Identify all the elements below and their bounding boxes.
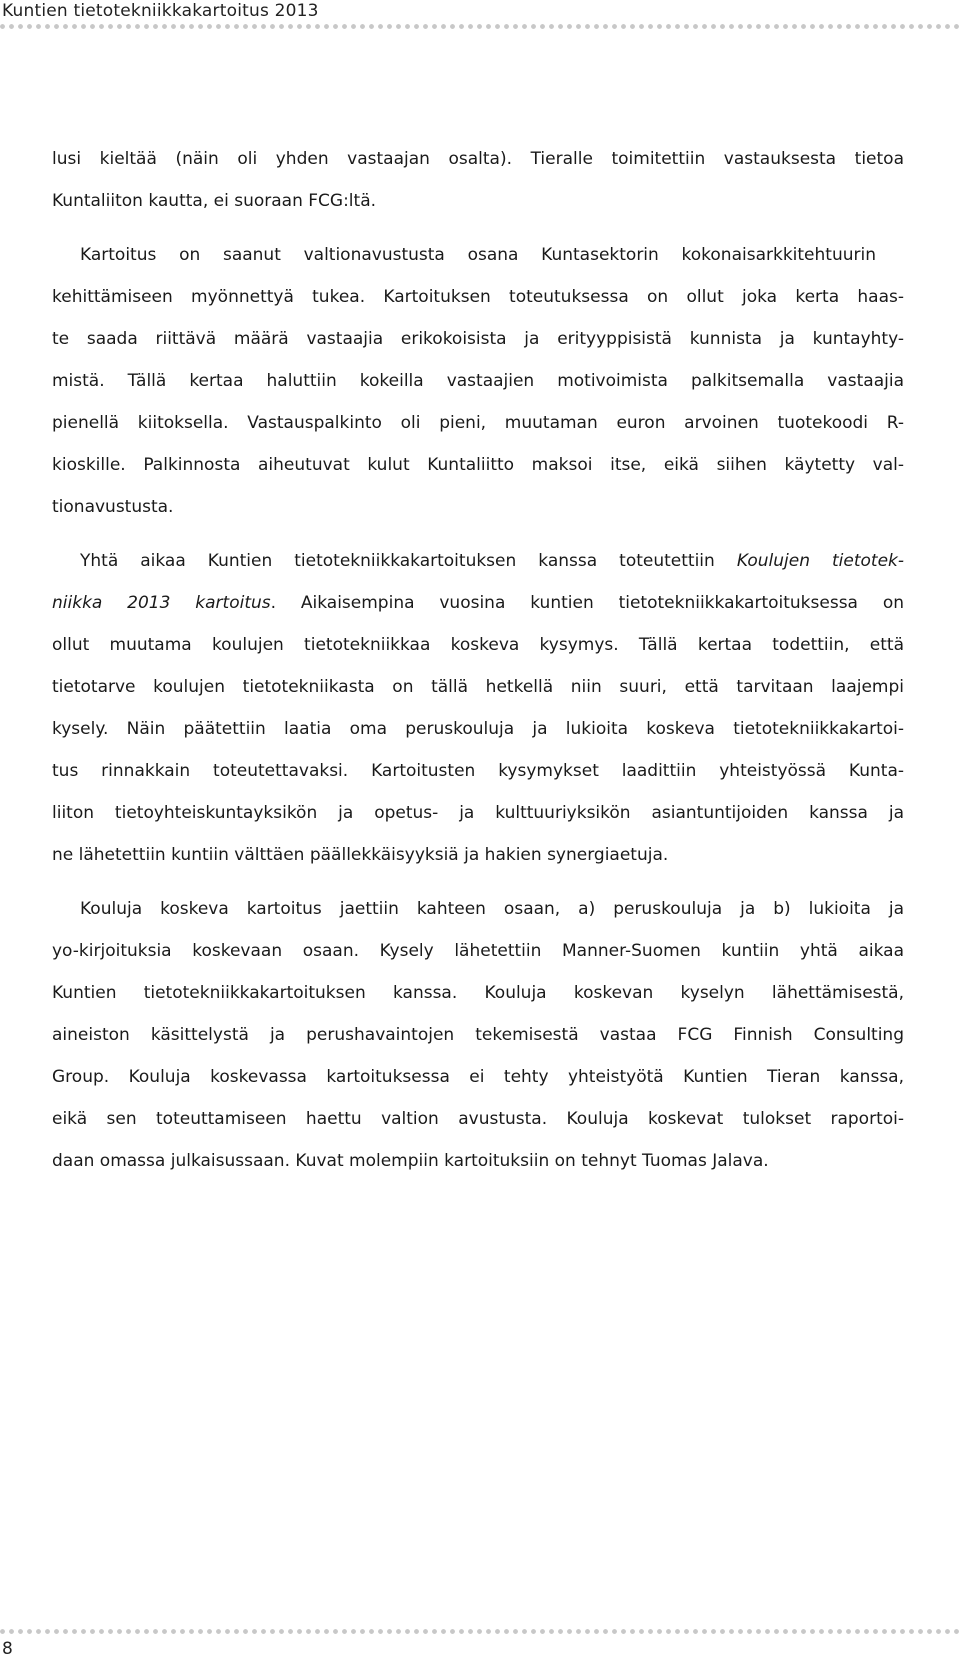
text-line: Group. Kouluja koskevassa kartoituksessa ei tehty yhteistyötä Kuntien Tieran kanssa, [52, 1067, 904, 1087]
text-line: Kuntien tietotekniikkakartoituksen kanssa. Kouluja koskevan kyselyn lähettämisestä, [52, 983, 904, 1003]
body-text [52, 138, 904, 1182]
text-run: . Aikaisempina vuosina kuntien tietotekniikkakartoituksessa on [270, 593, 904, 613]
text-line: aineiston käsittelystä ja perushavaintojen tekemisestä vastaa FCG Finnish Consulting [52, 1025, 904, 1045]
text-line [52, 540, 904, 582]
paragraph-1 [52, 138, 904, 222]
text-line: ne lähetettiin kuntiin välttäen päällekkäisyyksiä ja hakien synergiaetuja. [52, 845, 669, 865]
text-line: te saada riittävä määrä vastaajia erikokoisista ja erityyppisistä kunnista ja kuntayhty- [52, 329, 904, 349]
text-line [52, 582, 904, 624]
text-line: daan omassa julkaisussaan. Kuvat molempiin kartoituksiin on tehnyt Tuomas Jalava. [52, 1151, 769, 1171]
text-line: ollut muutama koulujen tietotekniikkaa koskeva kysymys. Tällä kertaa todettiin, että [52, 635, 904, 655]
text-line: Kartoitus on saanut valtionavustusta osana Kuntasektorin kokonaisarkkitehtuurin [80, 245, 876, 265]
publication-title: Koulujen tietotek- [736, 551, 905, 571]
text-run: Yhtä aikaa Kuntien tietotekniikkakartoituksen kanssa toteutettiin [80, 551, 737, 571]
header-dotted-rule [0, 24, 960, 29]
text-line: kioskille. Palkinnosta aiheutuvat kulut Kuntaliitto maksoi itse, eikä siihen käytetty val- [52, 455, 904, 475]
text-line: Kouluja koskeva kartoitus jaettiin kahteen osaan, a) peruskouluja ja b) lukioita ja [80, 899, 904, 919]
paragraph-4 [52, 888, 904, 1182]
text-line: tietotarve koulujen tietotekniikasta on tällä hetkellä niin suuri, että tarvitaan laajempi [52, 677, 904, 697]
text-line: kysely. Näin päätettiin laatia oma peruskouluja ja lukioita koskeva tietotekniikkakartoi- [52, 719, 904, 739]
text-line: tus rinnakkain toteutettavaksi. Kartoitusten kysymykset laadittiin yhteistyössä Kunta- [52, 761, 904, 781]
page-header [0, 0, 960, 60]
text-line: Kuntaliiton kautta, ei suoraan FCG:ltä. [52, 191, 377, 211]
text-line: lusi kieltää (näin oli yhden vastaajan osalta). Tieralle toimitettiin vastauksesta tietoa [52, 149, 904, 169]
text-line: liiton tietoyhteiskuntayksikön ja opetus- ja kulttuuriyksikön asiantuntijoiden kanssa ja [52, 803, 904, 823]
text-line: yo-kirjoituksia koskevaan osaan. Kysely lähetettiin Manner-Suomen kuntiin yhtä aikaa [52, 941, 904, 961]
paragraph-2 [52, 234, 904, 528]
running-header-title: Kuntien tietotekniikkakartoitus 2013 [2, 1, 319, 21]
text-line: pienellä kiitoksella. Vastauspalkinto oli pieni, muutaman euron arvoinen tuotekoodi R- [52, 413, 904, 433]
text-line: kehittämiseen myönnettyä tukea. Kartoituksen toteutuksessa on ollut joka kerta haas- [52, 287, 904, 307]
text-line: mistä. Tällä kertaa haluttiin kokeilla vastaajien motivoimista palkitsemalla vastaajia [52, 371, 904, 391]
text-line: eikä sen toteuttamiseen haettu valtion avustusta. Kouluja koskevat tulokset raportoi- [52, 1109, 904, 1129]
page-number: 8 [2, 1639, 13, 1659]
paragraph-3 [52, 540, 904, 876]
footer-dotted-rule [0, 1629, 960, 1634]
text-line: tionavustusta. [52, 497, 174, 517]
publication-title: niikka 2013 kartoitus [52, 593, 271, 613]
